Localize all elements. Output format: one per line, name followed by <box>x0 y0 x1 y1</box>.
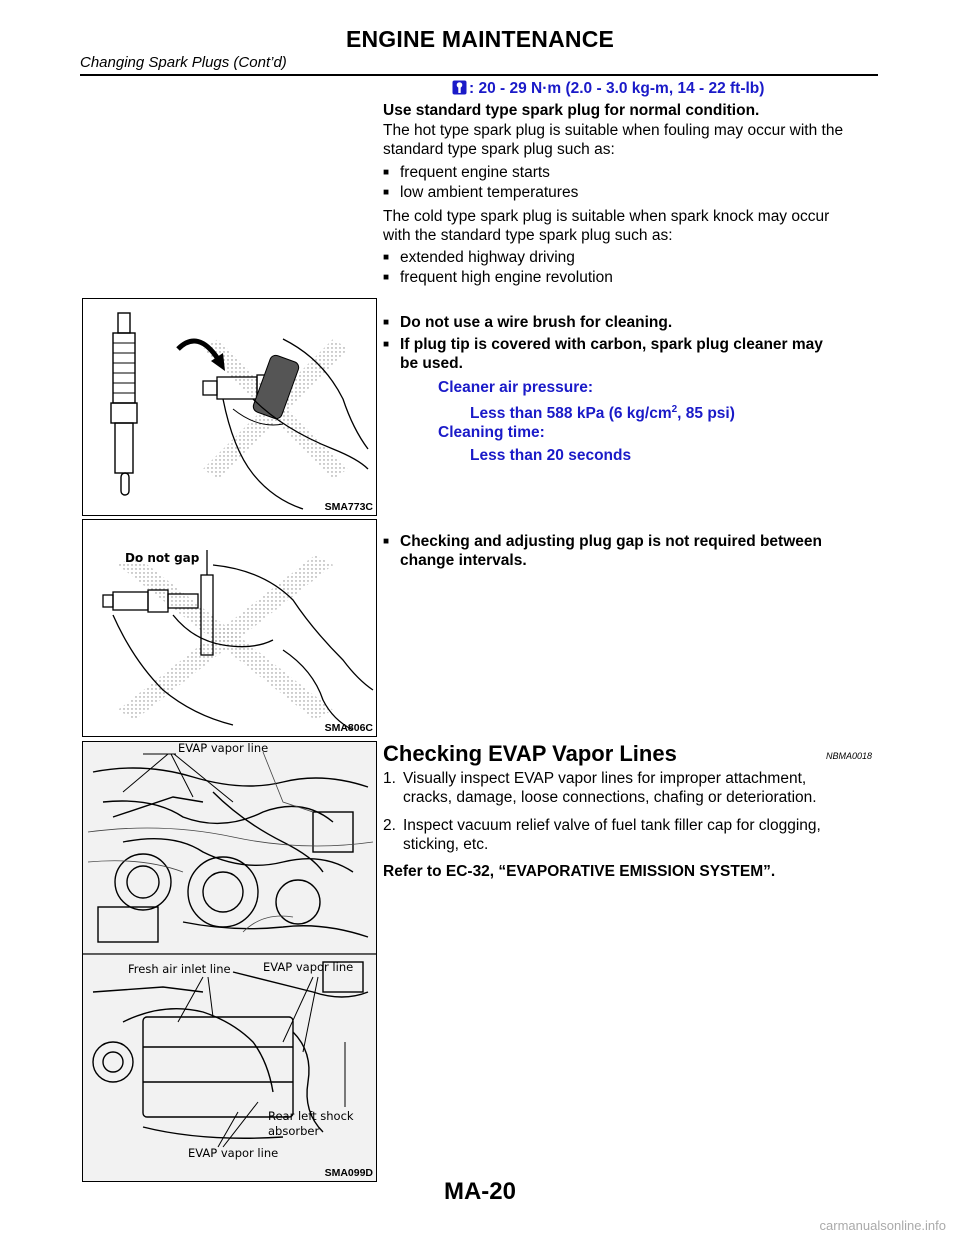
hot-plug-line-2: standard type spark plug such as: <box>383 141 615 158</box>
torque-spec <box>452 80 764 98</box>
bullet-icon: ■ <box>383 317 390 328</box>
pressure-label: Cleaner air pressure: <box>438 379 594 396</box>
header-divider <box>80 74 878 76</box>
bullet-icon: ■ <box>383 339 390 350</box>
do-not-gap-label: Do not gap <box>125 551 200 565</box>
hot-plug-line-1: The hot type spark plug is suitable when fouling may occur with the <box>383 122 844 139</box>
bullet-icon: ■ <box>383 187 390 198</box>
hot-bullet: ■ frequent engine starts <box>383 164 550 181</box>
evap-vapor-line-label-mid: EVAP vapor line <box>263 960 354 974</box>
pressure-value: Less than 588 kPa (6 $kg/cm^2$, 85 psi) <box>470 404 735 423</box>
evap-reference: Refer to EC-32, “EVAPORATIVE EMISSION SYSTEM”. <box>383 863 776 880</box>
figure-evap-vapor-lines <box>82 741 377 1182</box>
figure-do-not-gap <box>82 519 377 737</box>
page-title: ENGINE MAINTENANCE <box>345 26 615 52</box>
section-ref-code: NBMA0018 <box>826 751 873 761</box>
cold-bullet: ■ extended highway driving <box>383 249 575 266</box>
bullet-icon: ■ <box>383 252 390 263</box>
cleaning-time-label: Cleaning time: <box>438 424 545 441</box>
cleaning-bullet: ■ If plug tip is covered with carbon, spark plug cleaner may <box>383 336 823 353</box>
cleaning-bullet: ■ Do not use a wire brush for cleaning. <box>383 314 673 331</box>
gap-bullet-cont: change intervals. <box>400 552 527 569</box>
figure-code: SMA773C <box>324 501 373 513</box>
standard-plug-heading: Use standard type spark plug for normal condition. <box>383 102 760 119</box>
fresh-air-inlet-label: Fresh air inlet line <box>128 962 231 976</box>
do-not-gap-illustration <box>83 520 376 736</box>
cold-plug-line-1: The cold type spark plug is suitable when spark knock may occur <box>383 208 830 225</box>
figure-code: SMA806C <box>324 722 373 734</box>
rear-left-shock-label-2: absorber <box>268 1124 320 1138</box>
torque-value: : 20 - 29 N·m (2.0 - 3.0 kg-m, 14 - 22 ft-lb) <box>469 80 765 97</box>
page-subtitle: Changing Spark Plugs (Cont’d) <box>80 54 287 71</box>
cleaning-bullet-cont: be used. <box>400 355 463 372</box>
page-number: MA-20 <box>443 1178 516 1205</box>
spark-plug-cleaning-illustration <box>83 299 376 515</box>
figure-spark-plug-cleaning <box>82 298 377 516</box>
cold-plug-line-2: with the standard type spark plug such as: <box>383 227 673 244</box>
bullet-icon: ■ <box>383 536 390 547</box>
evap-vapor-line-label-bottom: EVAP vapor line <box>188 1146 279 1160</box>
watermark: carmanualsonline.info <box>819 1218 946 1233</box>
cleaning-time-value: Less than 20 seconds <box>470 447 632 464</box>
rear-left-shock-label-1: Rear left shock <box>268 1109 354 1123</box>
figure-code: SMA099D <box>324 1167 373 1179</box>
hot-bullet: ■ low ambient temperatures <box>383 184 579 201</box>
evap-step-1: 1. Visually inspect EVAP vapor lines for improper attachment, cracks, damage, loose connections, chafing or deterioration. <box>383 770 817 806</box>
evap-section-title: Checking EVAP Vapor Lines <box>383 741 677 766</box>
evap-step-2: 2. Inspect vacuum relief valve of fuel tank filler cap for clogging, sticking, etc. <box>383 817 821 853</box>
evap-vapor-lines-illustration <box>83 742 376 1181</box>
cold-bullet: ■ frequent high engine revolution <box>383 269 613 286</box>
gap-bullet: ■ Checking and adjusting plug gap is not required between <box>383 533 822 550</box>
evap-vapor-line-label-top: EVAP vapor line <box>178 742 269 755</box>
bullet-icon: ■ <box>383 167 390 178</box>
bullet-icon: ■ <box>383 272 390 283</box>
torque-wrench-icon <box>452 80 467 95</box>
